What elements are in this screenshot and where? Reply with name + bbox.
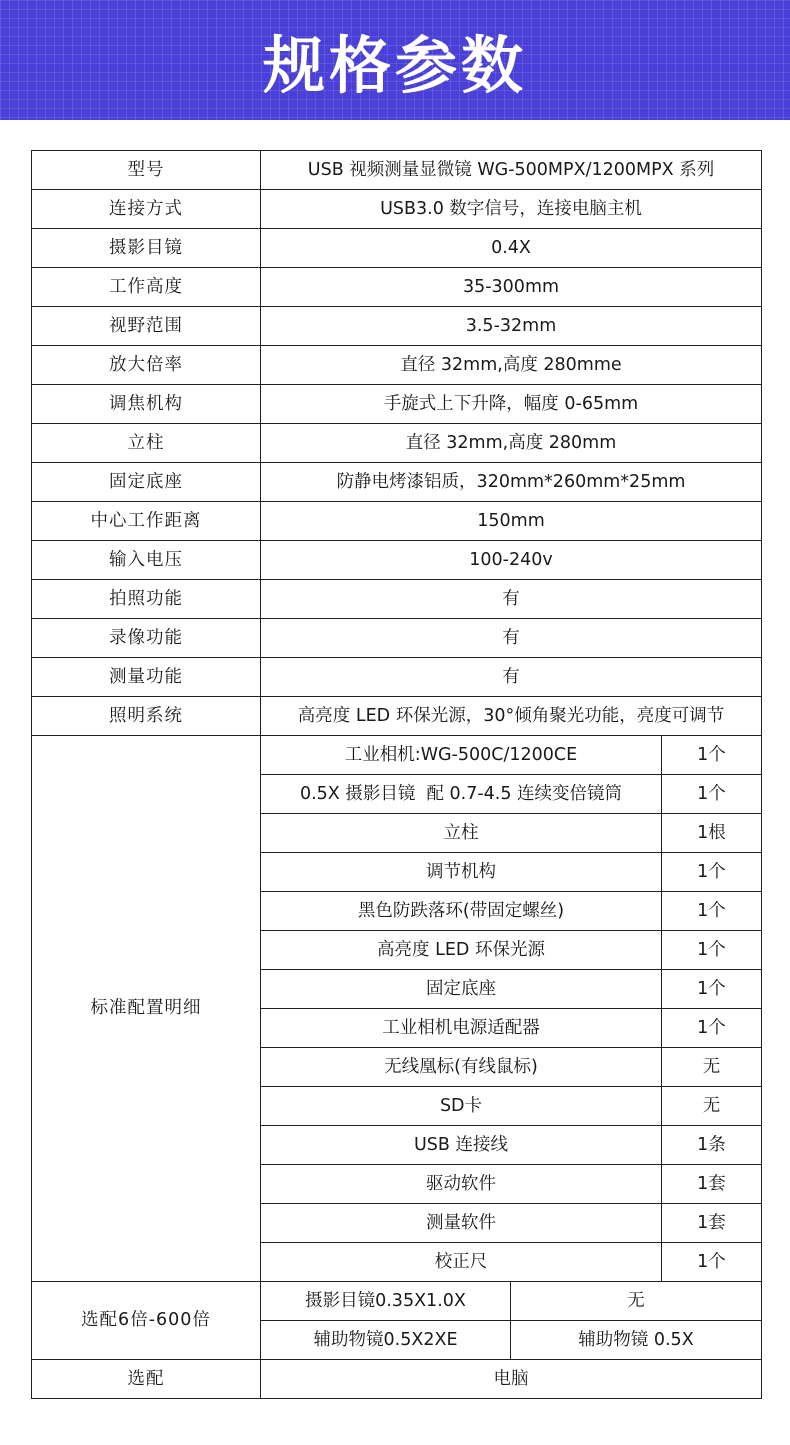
- spec-value: 0.4X: [261, 229, 762, 268]
- optional-label: 选配: [32, 1360, 261, 1399]
- optional-item-value: 辅助物镜 0.5X: [511, 1321, 762, 1360]
- spec-value: 35-300mm: [261, 268, 762, 307]
- spec-value: 防静电烤漆铝质，320mm*260mm*25mm: [261, 463, 762, 502]
- spec-label: 连接方式: [32, 190, 261, 229]
- spec-label: 拍照功能: [32, 580, 261, 619]
- spec-value: 高亮度 LED 环保光源，30°倾角聚光功能，亮度可调节: [261, 697, 762, 736]
- spec-label: 放大倍率: [32, 346, 261, 385]
- config-item-qty: 1个: [662, 1243, 762, 1282]
- spec-label: 测量功能: [32, 658, 261, 697]
- table-row: [32, 541, 762, 580]
- config-item-name: 黑色防跌落环(带固定螺丝): [261, 892, 662, 931]
- config-item-qty: 1套: [662, 1204, 762, 1243]
- table-row: [32, 502, 762, 541]
- config-item-qty: 1个: [662, 736, 762, 775]
- spec-label: 调焦机构: [32, 385, 261, 424]
- spec-value: 有: [261, 580, 762, 619]
- config-item-name: USB 连接线: [261, 1126, 662, 1165]
- table-row: [32, 1360, 762, 1399]
- config-item-name: 0.5X 摄影目镜 配 0.7-4.5 连续变倍镜筒: [261, 775, 662, 814]
- header-banner: [0, 0, 790, 120]
- config-item-qty: 无: [662, 1048, 762, 1087]
- config-item-qty: 1个: [662, 775, 762, 814]
- table-row: [32, 658, 762, 697]
- spec-table: [31, 150, 762, 1399]
- config-item-qty: 1套: [662, 1165, 762, 1204]
- spec-label: 中心工作距离: [32, 502, 261, 541]
- optional-value: 电脑: [261, 1360, 762, 1399]
- optional-item: 摄影目镜0.35X1.0X: [261, 1282, 511, 1321]
- table-row: [32, 463, 762, 502]
- spec-value: 手旋式上下升降，幅度 0-65mm: [261, 385, 762, 424]
- spec-value: USB 视频测量显微镜 WG-500MPX/1200MPX 系列: [261, 151, 762, 190]
- spec-label: 输入电压: [32, 541, 261, 580]
- spec-value: 直径 32mm,高度 280mme: [261, 346, 762, 385]
- config-item-name: 驱动软件: [261, 1165, 662, 1204]
- table-row: [32, 151, 762, 190]
- config-item-name: 固定底座: [261, 970, 662, 1009]
- config-item-qty: 1个: [662, 970, 762, 1009]
- table-row: [32, 346, 762, 385]
- config-item-qty: 1个: [662, 892, 762, 931]
- spec-label: 固定底座: [32, 463, 261, 502]
- table-row: [32, 697, 762, 736]
- spec-label: 摄影目镜: [32, 229, 261, 268]
- config-item-qty: 1个: [662, 1009, 762, 1048]
- table-row: [32, 424, 762, 463]
- page-title: 规格参数: [262, 28, 527, 102]
- config-item-name: 立柱: [261, 814, 662, 853]
- config-item-name: 高亮度 LED 环保光源: [261, 931, 662, 970]
- spec-label: 视野范围: [32, 307, 261, 346]
- spec-value: USB3.0 数字信号，连接电脑主机: [261, 190, 762, 229]
- table-row: [32, 385, 762, 424]
- spec-label: 立柱: [32, 424, 261, 463]
- table-row: [32, 268, 762, 307]
- spec-label: 录像功能: [32, 619, 261, 658]
- config-item-qty: 1个: [662, 931, 762, 970]
- standard-config-label: 标准配置明细: [32, 736, 261, 1282]
- table-row: [32, 580, 762, 619]
- table-row: [32, 229, 762, 268]
- table-row: [32, 736, 762, 775]
- table-row: [32, 190, 762, 229]
- table-row: [32, 1282, 762, 1321]
- config-item-name: 工业相机:WG-500C/1200CE: [261, 736, 662, 775]
- spec-label: 照明系统: [32, 697, 261, 736]
- config-item-name: 无线凰标(有线鼠标): [261, 1048, 662, 1087]
- config-item-name: 工业相机电源适配器: [261, 1009, 662, 1048]
- spec-value: 100-240v: [261, 541, 762, 580]
- spec-label: 工作高度: [32, 268, 261, 307]
- optional-item: 辅助物镜0.5X2XE: [261, 1321, 511, 1360]
- config-item-name: 校正尺: [261, 1243, 662, 1282]
- spec-value: 3.5-32mm: [261, 307, 762, 346]
- config-item-name: SD卡: [261, 1087, 662, 1126]
- spec-value: 150mm: [261, 502, 762, 541]
- config-item-qty: 1根: [662, 814, 762, 853]
- config-item-qty: 1个: [662, 853, 762, 892]
- spec-value: 直径 32mm,高度 280mm: [261, 424, 762, 463]
- optional-magnification-label: 选配6倍-600倍: [32, 1282, 261, 1360]
- config-item-qty: 无: [662, 1087, 762, 1126]
- optional-item-value: 无: [511, 1282, 762, 1321]
- spec-value: 有: [261, 658, 762, 697]
- config-item-name: 调节机构: [261, 853, 662, 892]
- spec-label: 型号: [32, 151, 261, 190]
- table-row: [32, 307, 762, 346]
- table-row: [32, 619, 762, 658]
- config-item-name: 测量软件: [261, 1204, 662, 1243]
- spec-value: 有: [261, 619, 762, 658]
- config-item-qty: 1条: [662, 1126, 762, 1165]
